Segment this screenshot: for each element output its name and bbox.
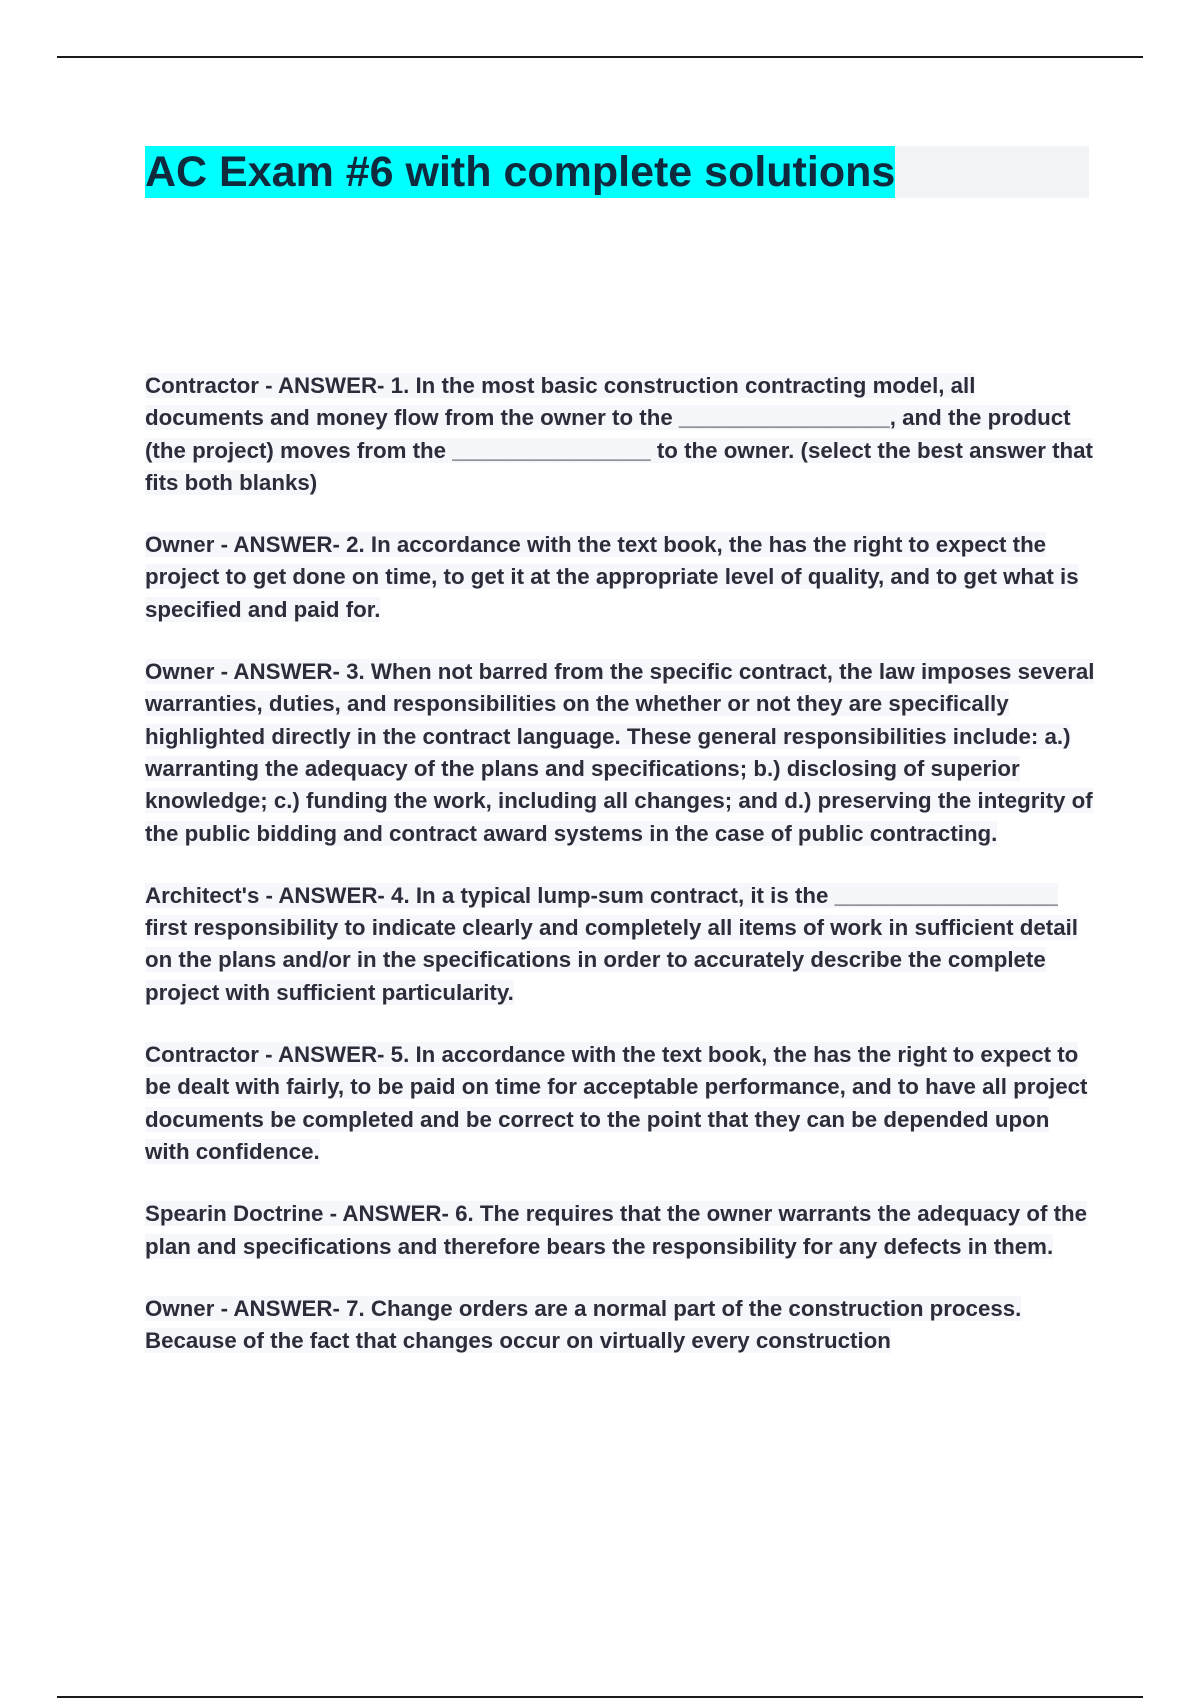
qa-item-7 [145, 1293, 1095, 1358]
footer-rule [57, 1696, 1143, 1698]
qa-item-text: Architect's - ANSWER- 4. In a typical lump-sum contract, it is the __________________ first responsibility to indicate clearly and completely all items of work in sufficient detail on the plans and/or in the specifications in order to accurately describe the complete project with sufficient particularity. [145, 882, 1078, 1005]
qa-item-2 [145, 529, 1095, 626]
qa-item-text: Spearin Doctrine - ANSWER- 6. The requires that the owner warrants the adequacy of the plan and specifications and therefore bears the responsibility for any defects in them. [145, 1201, 1088, 1259]
qa-item-4 [145, 880, 1095, 1009]
document-title: AC Exam #6 with complete solutions [145, 148, 896, 196]
qa-item-6 [145, 1198, 1095, 1263]
qa-item-3 [145, 656, 1095, 850]
qa-list [145, 370, 1095, 1387]
qa-item-text: Owner - ANSWER- 3. When not barred from the specific contract, the law imposes several warranties, duties, and responsibilities on the whether or not they are specifically highlighted directly in the contract language. These general responsibilities include: a.) warranting the adequacy of the plans and specifications; b.) disclosing of superior knowledge; c.) funding the work, including all changes; and d.) preserving the integrity of the public bidding and contract award systems in the case of public contracting. [145, 659, 1095, 846]
qa-item-1 [145, 370, 1095, 499]
qa-item-5 [145, 1039, 1095, 1168]
qa-item-text: Contractor - ANSWER- 5. In accordance with the text book, the has the right to expect to be dealt with fairly, to be paid on time for acceptable performance, and to have all project documents be completed and be correct to the point that they can be depended upon with confidence. [145, 1042, 1088, 1164]
qa-item-text: Contractor - ANSWER- 1. In the most basic construction contracting model, all documents and money flow from the owner to the _________________, and the product (the project) moves from the ________________ to the owner. (select the best answer that fits both blanks) [145, 373, 1093, 495]
qa-item-text: Owner - ANSWER- 7. Change orders are a normal part of the construction process. Because of the fact that changes occur on virtually every construction [145, 1295, 1022, 1354]
header-rule [57, 56, 1143, 58]
qa-item-text: Owner - ANSWER- 2. In accordance with the text book, the has the right to expect the project to get done on time, to get it at the appropriate level of quality, and to get what is specified and paid for. [145, 532, 1079, 622]
